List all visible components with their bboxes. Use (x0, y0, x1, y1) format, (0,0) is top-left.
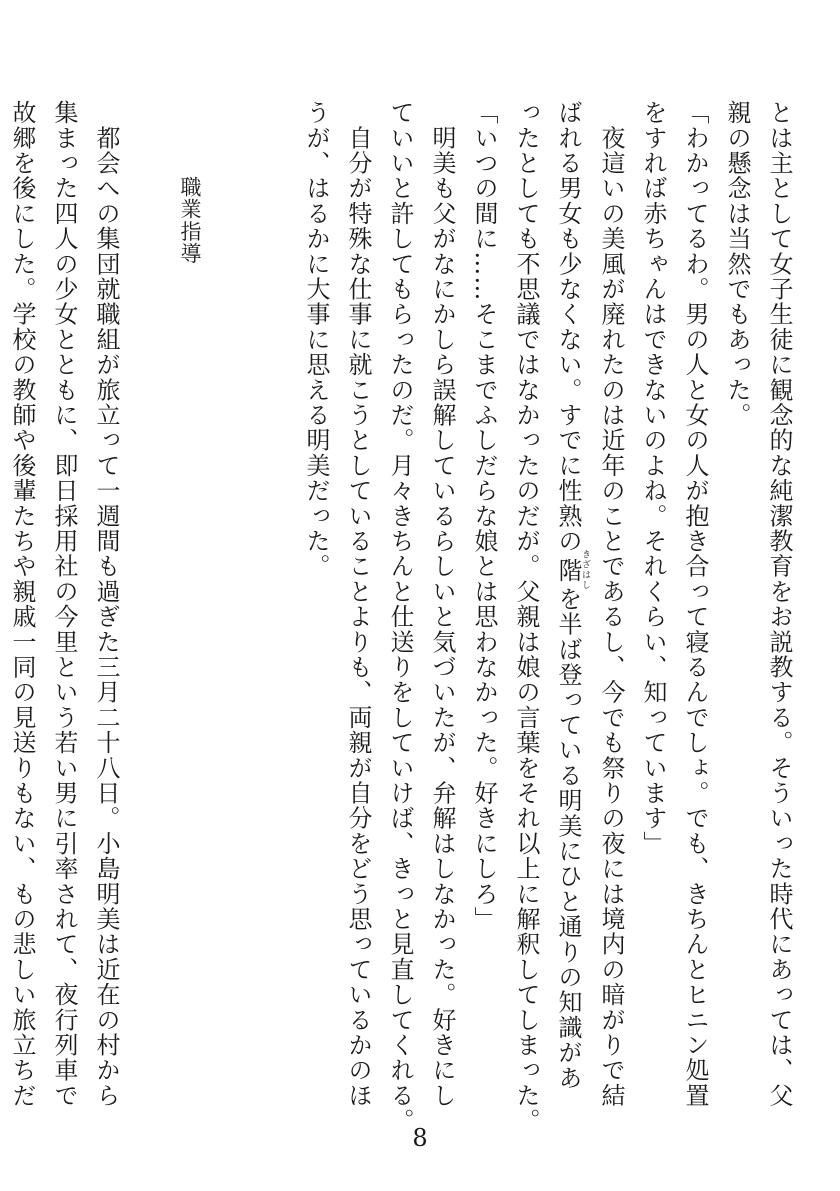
blank-line (253, 100, 295, 1020)
text-line-3: 「わかってるわ。男の人と女の人が抱き合って寝るんでしょ。でも、きちんとヒニン処置 (681, 100, 709, 1108)
ruby-base: 階 (554, 549, 582, 591)
ruby-reading: きざはし (580, 549, 590, 591)
text-line-6-end: を半ば登っている明美にひと通りの知識があ (554, 586, 582, 1091)
text-line-8: 「いつの間に……そこまでふしだらな娘とは思わなかった。好きにしろ」 (470, 100, 498, 932)
text-line-6-start: ばれる男女も少なくない。すでに性熟の (554, 100, 582, 554)
text-line-13: 都会への集団就職組が旅立って一週間も過ぎた三月二十八日。小島明美は近在の村から (92, 100, 120, 1108)
blank-line (127, 100, 169, 1020)
ruby-annotation (554, 549, 590, 591)
section-title: 職業指導 (178, 176, 202, 265)
text-line-5: 夜這いの美風が廃れたのは近年のことであるし、今でも祭りの夜には境内の暗がりで結 (597, 100, 625, 1108)
text-line-15: 故郷を後にした。学校の教師や後輩たちや親戚一同の見送りもない、もの悲しい旅立ちだ (8, 100, 36, 1108)
text-line-12: うが、はるかに大事に思える明美だった。 (302, 100, 330, 579)
text-line-2: 親の懸念は当然でもあった。 (723, 100, 751, 428)
text-line-11: 自分が特殊な仕事に就こうとしていることよりも、両親が自分をどう思っているかのほ (344, 100, 372, 1108)
page-number: 8 (412, 1124, 428, 1152)
vertical-text-body (0, 100, 800, 1134)
text-line-14: 集まった四人の少女とともに、即日採用社の今里という若い男に引率されて、夜行列車で (50, 100, 78, 1108)
text-line-7: ったとしても不思議ではなかったのだが。父親は娘の言葉をそれ以上に解釈してしまった。 (512, 100, 540, 1134)
text-line-4: をすれば赤ちゃんはできないのよね。それくらい、知っています」 (639, 100, 667, 856)
text-line-1: とは主として女子生徒に観念的な純潔教育をお説教する。そういった時代にあっては、父 (765, 100, 793, 1108)
text-line-16 (0, 100, 1, 1020)
blank-line (211, 100, 253, 1020)
text-line-6 (547, 100, 590, 1091)
text-line-9: 明美も父がなにかしら誤解しているらしいと気づいたが、弁解はしなかった。好きにし (428, 100, 456, 1108)
text-line-10: ていいと許してもらったのだ。月々きちんと仕送りをしていけば、きっと見直してくれる。 (386, 100, 414, 1134)
